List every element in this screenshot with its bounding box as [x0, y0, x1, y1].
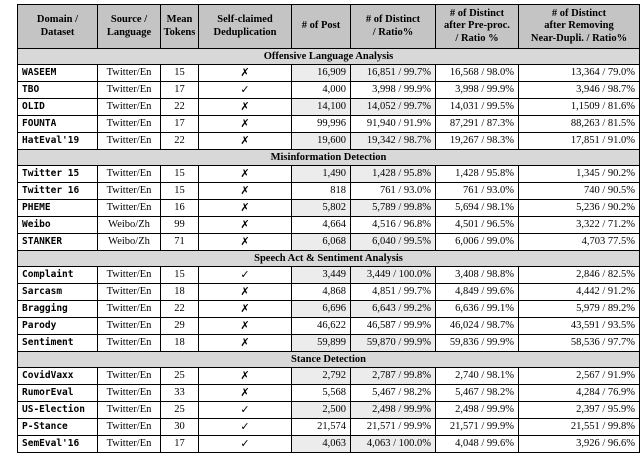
table-row — [18, 267, 640, 284]
cell-distinct-after-preproc: 3,408 / 98.8% — [436, 267, 519, 284]
table-row — [18, 82, 640, 99]
header-line-1: Source / — [110, 14, 148, 25]
cell-distinct-after-near-dupli: 3,322 / 71.2% — [519, 217, 640, 234]
table-header — [18, 5, 640, 49]
cell-distinct-after-preproc: 59,836 / 99.9% — [436, 335, 519, 352]
cell-source-language: Twitter/En — [98, 65, 161, 82]
cell-num-distinct: 1,428 / 95.8% — [351, 166, 436, 183]
cell-mean-tokens: 30 — [161, 419, 199, 436]
cell-mean-tokens: 17 — [161, 116, 199, 133]
cell-distinct-after-preproc: 19,267 / 98.3% — [436, 133, 519, 150]
cell-self-claimed-dedup: ✓ — [199, 419, 292, 436]
cell-num-post: 21,574 — [292, 419, 351, 436]
column-header-dataset — [18, 5, 98, 49]
cell-source-language: Twitter/En — [98, 82, 161, 99]
cell-distinct-after-near-dupli: 2,567 / 91.9% — [519, 368, 640, 385]
cell-distinct-after-preproc: 16,568 / 98.0% — [436, 65, 519, 82]
header-line-3: Near-Dupli. / Ratio% — [530, 32, 628, 44]
cell-self-claimed-dedup: ✗ — [199, 166, 292, 183]
table-row — [18, 166, 640, 183]
cell-dataset: P-Stance — [18, 419, 98, 436]
cell-distinct-after-preproc: 14,031 / 99.5% — [436, 99, 519, 116]
cell-dataset: PHEME — [18, 200, 98, 217]
column-header-distinct-after-near-dupli — [519, 5, 640, 49]
cell-num-distinct: 4,516 / 96.8% — [351, 217, 436, 234]
cell-dataset: Sentiment — [18, 335, 98, 352]
cell-distinct-after-preproc: 5,467 / 98.2% — [436, 385, 519, 402]
cell-num-post: 5,802 — [292, 200, 351, 217]
cell-num-distinct: 3,449 / 100.0% — [351, 267, 436, 284]
dataset-statistics-table — [17, 4, 640, 453]
cell-self-claimed-dedup: ✓ — [199, 436, 292, 453]
cell-num-post: 46,622 — [292, 318, 351, 335]
cell-distinct-after-near-dupli: 2,397 / 95.9% — [519, 402, 640, 419]
cell-distinct-after-preproc: 4,501 / 96.5% — [436, 217, 519, 234]
cell-num-distinct: 2,787 / 99.8% — [351, 368, 436, 385]
table-row — [18, 65, 640, 82]
cell-num-post: 4,000 — [292, 82, 351, 99]
section-title: Offensive Language Analysis — [18, 49, 640, 65]
cell-num-post: 4,664 — [292, 217, 351, 234]
cell-source-language: Twitter/En — [98, 99, 161, 116]
cell-distinct-after-near-dupli: 4,703 77.5% — [519, 234, 640, 251]
header-line-2: Tokens — [163, 26, 196, 38]
cell-num-post: 16,909 — [292, 65, 351, 82]
cell-source-language: Weibo/Zh — [98, 217, 161, 234]
table-row — [18, 436, 640, 453]
cell-distinct-after-near-dupli: 5,979 / 89.2% — [519, 301, 640, 318]
cell-mean-tokens: 15 — [161, 65, 199, 82]
cell-mean-tokens: 15 — [161, 166, 199, 183]
cell-self-claimed-dedup: ✓ — [199, 267, 292, 284]
column-header-mean-tokens — [161, 5, 199, 49]
cell-num-post: 4,063 — [292, 436, 351, 453]
section-title: Speech Act & Sentiment Analysis — [18, 251, 640, 267]
cell-mean-tokens: 17 — [161, 436, 199, 453]
header-line-2: after Pre-proc. — [444, 20, 510, 32]
cell-mean-tokens: 22 — [161, 133, 199, 150]
table-row — [18, 183, 640, 200]
cell-distinct-after-near-dupli: 13,364 / 79.0% — [519, 65, 640, 82]
cell-num-distinct: 2,498 / 99.9% — [351, 402, 436, 419]
column-header-num-distinct — [351, 5, 436, 49]
cell-mean-tokens: 18 — [161, 335, 199, 352]
cell-num-distinct: 59,870 / 99.9% — [351, 335, 436, 352]
cell-num-post: 6,696 — [292, 301, 351, 318]
cell-num-post: 2,500 — [292, 402, 351, 419]
cell-source-language: Twitter/En — [98, 402, 161, 419]
cell-num-post: 4,868 — [292, 284, 351, 301]
cell-num-post: 99,996 — [292, 116, 351, 133]
cell-num-post: 19,600 — [292, 133, 351, 150]
header-line-1: Mean — [166, 14, 193, 25]
cell-num-distinct: 5,467 / 98.2% — [351, 385, 436, 402]
cell-num-distinct: 4,851 / 99.7% — [351, 284, 436, 301]
cell-source-language: Twitter/En — [98, 368, 161, 385]
cell-mean-tokens: 17 — [161, 82, 199, 99]
cell-mean-tokens: 15 — [161, 267, 199, 284]
table-row — [18, 335, 640, 352]
cell-distinct-after-preproc: 2,740 / 98.1% — [436, 368, 519, 385]
cell-distinct-after-near-dupli: 58,536 / 97.7% — [519, 335, 640, 352]
cell-num-post: 3,449 — [292, 267, 351, 284]
cell-dataset: Complaint — [18, 267, 98, 284]
cell-source-language: Twitter/En — [98, 183, 161, 200]
cell-dataset: WASEEM — [18, 65, 98, 82]
cell-num-post: 818 — [292, 183, 351, 200]
cell-distinct-after-near-dupli: 4,442 / 91.2% — [519, 284, 640, 301]
cell-num-post: 14,100 — [292, 99, 351, 116]
cell-self-claimed-dedup: ✗ — [199, 318, 292, 335]
cell-distinct-after-near-dupli: 1,345 / 90.2% — [519, 166, 640, 183]
cell-distinct-after-preproc: 21,571 / 99.9% — [436, 419, 519, 436]
cell-distinct-after-near-dupli: 1,1509 / 81.6% — [519, 99, 640, 116]
header-row — [18, 5, 640, 49]
section-title: Stance Detection — [18, 352, 640, 368]
header-line-2: Language — [106, 26, 152, 38]
cell-mean-tokens: 29 — [161, 318, 199, 335]
cell-self-claimed-dedup: ✓ — [199, 82, 292, 99]
table-body — [18, 49, 640, 453]
cell-num-distinct: 14,052 / 99.7% — [351, 99, 436, 116]
cell-source-language: Twitter/En — [98, 335, 161, 352]
cell-distinct-after-near-dupli: 88,263 / 81.5% — [519, 116, 640, 133]
cell-mean-tokens: 33 — [161, 385, 199, 402]
cell-num-distinct: 761 / 93.0% — [351, 183, 436, 200]
cell-distinct-after-near-dupli: 17,851 / 91.0% — [519, 133, 640, 150]
cell-distinct-after-near-dupli: 5,236 / 90.2% — [519, 200, 640, 217]
cell-distinct-after-preproc: 46,024 / 98.7% — [436, 318, 519, 335]
cell-dataset: Bragging — [18, 301, 98, 318]
header-line-1: Self-claimed — [217, 14, 273, 25]
cell-source-language: Twitter/En — [98, 419, 161, 436]
cell-source-language: Twitter/En — [98, 318, 161, 335]
cell-mean-tokens: 99 — [161, 217, 199, 234]
cell-dataset: US-Election — [18, 402, 98, 419]
section-header-row — [18, 150, 640, 166]
column-header-source — [98, 5, 161, 49]
cell-self-claimed-dedup: ✗ — [199, 284, 292, 301]
cell-dataset: OLID — [18, 99, 98, 116]
cell-distinct-after-near-dupli: 21,551 / 99.8% — [519, 419, 640, 436]
column-header-distinct-after-preproc — [436, 5, 519, 49]
cell-num-distinct: 19,342 / 98.7% — [351, 133, 436, 150]
cell-dataset: Weibo — [18, 217, 98, 234]
table-row — [18, 301, 640, 318]
cell-distinct-after-near-dupli: 3,946 / 98.7% — [519, 82, 640, 99]
section-title: Misinformation Detection — [18, 150, 640, 166]
table-row — [18, 402, 640, 419]
cell-source-language: Twitter/En — [98, 133, 161, 150]
cell-distinct-after-near-dupli: 3,926 / 96.6% — [519, 436, 640, 453]
table-row — [18, 284, 640, 301]
cell-distinct-after-preproc: 4,048 / 99.6% — [436, 436, 519, 453]
table-row — [18, 133, 640, 150]
cell-mean-tokens: 25 — [161, 368, 199, 385]
table-row — [18, 419, 640, 436]
cell-dataset: HatEval'19 — [18, 133, 98, 150]
header-line-1: Domain / — [36, 14, 79, 25]
cell-mean-tokens: 22 — [161, 301, 199, 318]
section-header-row — [18, 251, 640, 267]
cell-distinct-after-preproc: 6,006 / 99.0% — [436, 234, 519, 251]
table-row — [18, 116, 640, 133]
header-line-2: after Removing — [544, 20, 614, 32]
cell-self-claimed-dedup: ✗ — [199, 183, 292, 200]
cell-self-claimed-dedup: ✗ — [199, 217, 292, 234]
cell-mean-tokens: 22 — [161, 99, 199, 116]
cell-num-distinct: 21,571 / 99.9% — [351, 419, 436, 436]
cell-num-distinct: 4,063 / 100.0% — [351, 436, 436, 453]
header-line-3: / Ratio % — [455, 32, 499, 44]
cell-num-distinct: 16,851 / 99.7% — [351, 65, 436, 82]
cell-source-language: Weibo/Zh — [98, 234, 161, 251]
cell-self-claimed-dedup: ✗ — [199, 65, 292, 82]
header-line-1: # of Post — [301, 20, 341, 32]
header-line-1: # of Distinct — [551, 7, 607, 19]
cell-source-language: Twitter/En — [98, 284, 161, 301]
cell-mean-tokens: 16 — [161, 200, 199, 217]
cell-self-claimed-dedup: ✗ — [199, 99, 292, 116]
cell-dataset: TBO — [18, 82, 98, 99]
cell-self-claimed-dedup: ✗ — [199, 200, 292, 217]
cell-mean-tokens: 25 — [161, 402, 199, 419]
header-line-2: Deduplication — [213, 26, 277, 38]
cell-dataset: CovidVaxx — [18, 368, 98, 385]
cell-dataset: Twitter 15 — [18, 166, 98, 183]
cell-source-language: Twitter/En — [98, 166, 161, 183]
cell-source-language: Twitter/En — [98, 200, 161, 217]
table-row — [18, 385, 640, 402]
table-row — [18, 99, 640, 116]
cell-dataset: Twitter 16 — [18, 183, 98, 200]
table-row — [18, 368, 640, 385]
column-header-self-claimed-dedup — [199, 5, 292, 49]
cell-num-distinct: 5,789 / 99.8% — [351, 200, 436, 217]
cell-num-post: 1,490 — [292, 166, 351, 183]
header-line-1: # of Distinct — [449, 7, 505, 19]
cell-mean-tokens: 15 — [161, 183, 199, 200]
cell-dataset: Parody — [18, 318, 98, 335]
cell-num-distinct: 6,643 / 99.2% — [351, 301, 436, 318]
cell-distinct-after-preproc: 87,291 / 87.3% — [436, 116, 519, 133]
cell-num-post: 2,792 — [292, 368, 351, 385]
cell-dataset: FOUNTA — [18, 116, 98, 133]
column-header-num-post — [292, 5, 351, 49]
cell-distinct-after-preproc: 4,849 / 99.6% — [436, 284, 519, 301]
table-row — [18, 234, 640, 251]
cell-distinct-after-preproc: 2,498 / 99.9% — [436, 402, 519, 419]
cell-distinct-after-preproc: 761 / 93.0% — [436, 183, 519, 200]
cell-distinct-after-preproc: 1,428 / 95.8% — [436, 166, 519, 183]
cell-dataset: STANKER — [18, 234, 98, 251]
cell-self-claimed-dedup: ✗ — [199, 335, 292, 352]
cell-self-claimed-dedup: ✗ — [199, 133, 292, 150]
cell-distinct-after-near-dupli: 740 / 90.5% — [519, 183, 640, 200]
cell-num-distinct: 6,040 / 99.5% — [351, 234, 436, 251]
section-header-row — [18, 352, 640, 368]
cell-mean-tokens: 71 — [161, 234, 199, 251]
table-row — [18, 200, 640, 217]
header-line-2: Dataset — [40, 26, 75, 38]
header-line-1: # of Distinct — [365, 14, 421, 25]
cell-dataset: RumorEval — [18, 385, 98, 402]
cell-distinct-after-preproc: 6,636 / 99.1% — [436, 301, 519, 318]
cell-num-distinct: 91,940 / 91.9% — [351, 116, 436, 133]
cell-num-post: 6,068 — [292, 234, 351, 251]
cell-num-post: 59,899 — [292, 335, 351, 352]
cell-source-language: Twitter/En — [98, 301, 161, 318]
stats-table-container — [17, 4, 639, 453]
cell-num-distinct: 46,587 / 99.9% — [351, 318, 436, 335]
cell-source-language: Twitter/En — [98, 436, 161, 453]
cell-num-distinct: 3,998 / 99.9% — [351, 82, 436, 99]
cell-self-claimed-dedup: ✗ — [199, 116, 292, 133]
cell-self-claimed-dedup: ✗ — [199, 368, 292, 385]
table-row — [18, 217, 640, 234]
cell-self-claimed-dedup: ✓ — [199, 402, 292, 419]
cell-self-claimed-dedup: ✗ — [199, 385, 292, 402]
cell-self-claimed-dedup: ✗ — [199, 301, 292, 318]
cell-source-language: Twitter/En — [98, 385, 161, 402]
cell-source-language: Twitter/En — [98, 267, 161, 284]
cell-self-claimed-dedup: ✗ — [199, 234, 292, 251]
cell-distinct-after-near-dupli: 2,846 / 82.5% — [519, 267, 640, 284]
cell-source-language: Twitter/En — [98, 116, 161, 133]
cell-num-post: 5,568 — [292, 385, 351, 402]
section-header-row — [18, 49, 640, 65]
cell-distinct-after-preproc: 3,998 / 99.9% — [436, 82, 519, 99]
header-line-2: / Ratio% — [372, 26, 414, 38]
cell-distinct-after-near-dupli: 4,284 / 76.9% — [519, 385, 640, 402]
cell-dataset: Sarcasm — [18, 284, 98, 301]
cell-distinct-after-near-dupli: 43,591 / 93.5% — [519, 318, 640, 335]
cell-dataset: SemEval'16 — [18, 436, 98, 453]
table-row — [18, 318, 640, 335]
cell-distinct-after-preproc: 5,694 / 98.1% — [436, 200, 519, 217]
cell-mean-tokens: 18 — [161, 284, 199, 301]
